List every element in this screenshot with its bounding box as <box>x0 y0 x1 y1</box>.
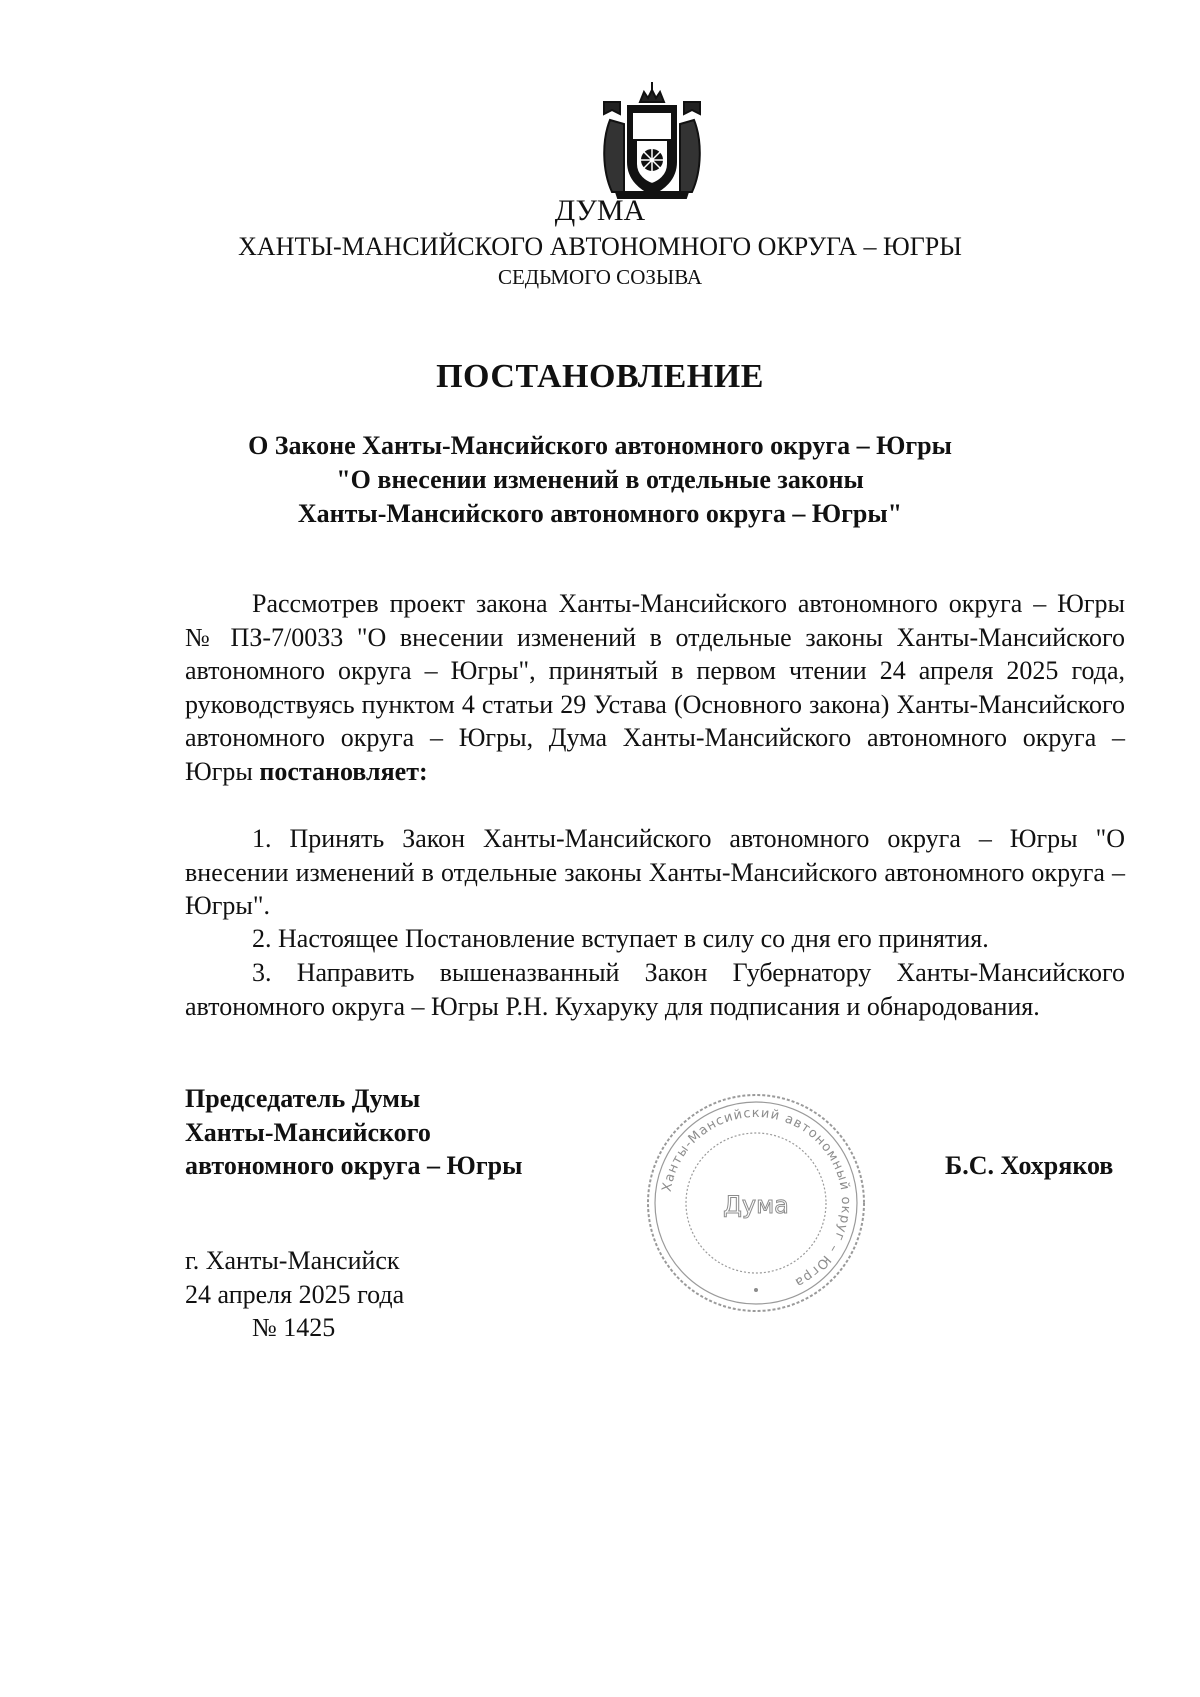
svg-text:Дума: Дума <box>723 1191 789 1219</box>
region-name: ХАНТЫ-МАНСИЙСКОГО АВТОНОМНОГО ОКРУГА – ЮГРЫ <box>238 232 962 261</box>
signatory-position-line: автономного округа – Югры <box>185 1151 523 1180</box>
svg-text:Ханты-Мансийский автономный ок: Ханты-Мансийский автономный округ – Югра <box>659 1105 854 1291</box>
document-number: № 1425 <box>252 1313 336 1342</box>
convocation: СЕДЬМОГО СОЗЫВА <box>497 265 703 289</box>
signatory-position-line: Ханты-Мансийского <box>185 1117 431 1147</box>
resolution-item-1: 1. Принять Закон Ханты-Мансийского автономного округа – Югры "О внесении изменений в отдельные законы Ханты-Мансийского автономного округа – Югры". <box>185 824 1125 921</box>
preamble-paragraph <box>185 587 1125 789</box>
document-date: 24 апреля 2025 года <box>185 1279 405 1309</box>
resolution-item-3: 3. Направить вышеназванный Закон Губернатору Ханты-Мансийского автономного округа – Югры Р.Н. Кухаруку для подписания и обнародования. <box>185 958 1125 1021</box>
resolution-item-2: 2. Настоящее Постановление вступает в силу со дня его принятия. <box>252 924 989 953</box>
subject-line-3: Ханты-Мансийского автономного округа – Югры" <box>297 499 903 528</box>
signatory-name: Б.С. Хохряков <box>945 1151 1114 1180</box>
resolution-keyword: постановляет: <box>259 756 428 786</box>
document-title: ПОСТАНОВЛЕНИЕ <box>436 358 764 395</box>
preamble-text: Рассмотрев проект закона Ханты-Мансийского автономного округа – Югры № ПЗ-7/0033 "О внесении изменений в отдельные законы Ханты-Мансийского автономного округа – Югры", принятый в первом чтении 24 апреля 2025 года, руководствуясь пунктом 4 статьи 29 Устава (Основного закона) Ханты-Мансийского автономного округа – Югры, Дума Ханты-Мансийского автономного округа – Югры <box>185 589 1125 786</box>
signatory-position <box>185 1082 522 1183</box>
subject-line-1: О Законе Ханты-Мансийского автономного округа – Югры <box>248 431 952 460</box>
place-date-block <box>185 1244 404 1345</box>
coat-of-arms-emblem <box>596 80 708 202</box>
official-seal-stamp <box>641 1086 871 1320</box>
signatory-position-line: Председатель Думы <box>185 1084 421 1113</box>
subject-line-2: "О внесении изменений в отдельные законы <box>336 465 864 494</box>
city: г. Ханты-Мансийск <box>185 1246 400 1275</box>
organization-name: ДУМА <box>554 194 646 227</box>
